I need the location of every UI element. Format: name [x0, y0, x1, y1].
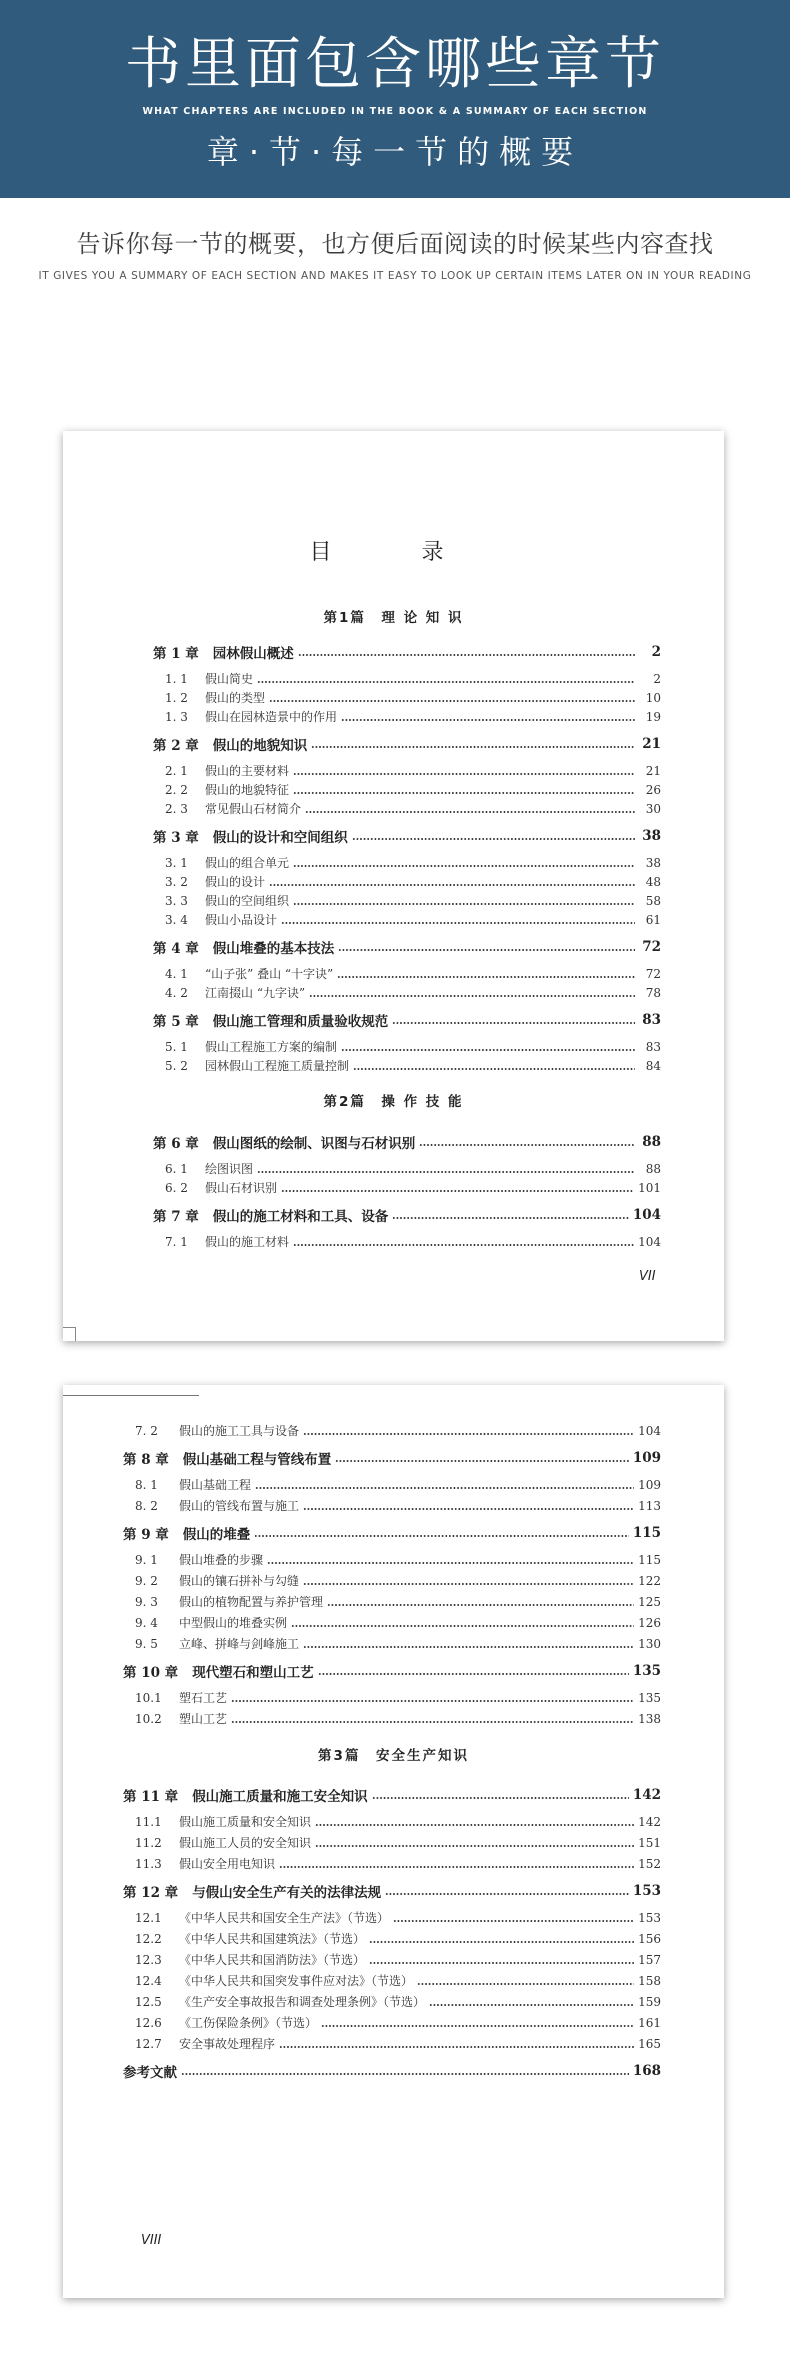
- part-heading: 第1篇 理 论 知 识: [323, 610, 464, 626]
- entry-number: 6. 2: [165, 1180, 188, 1195]
- dot-leader: [429, 2004, 634, 2006]
- entry-title: 假山的设计和空间组织: [212, 829, 348, 846]
- toc-chapter-row[interactable]: [63, 1874, 724, 1907]
- toc-page-1: [63, 431, 724, 1341]
- dot-leader: [257, 1171, 635, 1173]
- dot-leader: [338, 949, 635, 951]
- entry-number: 7. 2: [135, 1423, 158, 1438]
- dot-leader: [341, 719, 635, 721]
- toc-section-row[interactable]: [63, 1232, 724, 1251]
- entry-title: 假山的类型: [205, 691, 266, 705]
- toc-section-row[interactable]: [63, 1037, 724, 1056]
- entry-title: 假山图纸的绘制、识图与石材识别: [212, 1135, 416, 1152]
- entry-page: 109: [632, 1449, 661, 1466]
- entry-title: 假山的植物配置与养护管理: [179, 1595, 324, 1609]
- toc-list: [63, 1420, 724, 2087]
- entry-title: 假山的空间组织: [205, 894, 290, 908]
- entry-page: 165: [638, 2036, 661, 2051]
- dot-leader: [327, 1604, 634, 1606]
- toc-section-row[interactable]: [63, 2012, 724, 2033]
- dot-leader: [419, 1144, 635, 1146]
- entry-number: 第 7 章: [153, 1208, 199, 1225]
- entry-number: 4. 1: [165, 966, 188, 981]
- toc-section-row[interactable]: [63, 1591, 724, 1612]
- toc-chapter-row[interactable]: [63, 1441, 724, 1474]
- entry-page: 126: [638, 1615, 661, 1630]
- toc-section-row[interactable]: [63, 910, 724, 929]
- entry-title: 假山施工质量和安全知识: [179, 1815, 312, 1829]
- entry-page: 153: [632, 1882, 661, 1899]
- dot-leader: [303, 1583, 634, 1585]
- toc-section-row[interactable]: [63, 707, 724, 726]
- entry-number: 3. 4: [165, 912, 188, 927]
- dot-leader: [315, 1845, 634, 1847]
- entry-page: 26: [645, 782, 661, 797]
- banner-title: 书里面包含哪些章节: [125, 32, 665, 97]
- entry-number: 6. 1: [165, 1161, 188, 1176]
- dot-leader: [393, 1920, 634, 1922]
- entry-number: 2. 1: [165, 763, 188, 778]
- entry-number: 9. 1: [135, 1552, 158, 1567]
- dot-leader: [309, 995, 635, 997]
- entry-page: 125: [638, 1594, 661, 1609]
- entry-title: 假山施工管理和质量验收规范: [212, 1013, 389, 1030]
- entry-page: 130: [638, 1636, 661, 1651]
- entry-number: 第 9 章: [123, 1526, 169, 1543]
- entry-page: 109: [638, 1477, 661, 1492]
- dot-leader: [303, 1646, 634, 1648]
- entry-title: 假山小品设计: [205, 913, 278, 927]
- dot-leader: [255, 1487, 634, 1489]
- dot-leader: [281, 922, 635, 924]
- entry-number: 7. 1: [165, 1234, 188, 1249]
- entry-title: 假山的堆叠: [182, 1526, 251, 1543]
- toc-section-row[interactable]: [63, 1549, 724, 1570]
- entry-number: 第 4 章: [153, 940, 199, 957]
- dot-leader: [293, 1244, 634, 1246]
- dot-leader: [372, 1797, 629, 1799]
- entry-title: 假山的组合单元: [205, 856, 290, 870]
- entry-number: 3. 1: [165, 855, 188, 870]
- entry-title: 假山的管线布置与施工: [179, 1499, 300, 1513]
- entry-page: 158: [638, 1973, 661, 1988]
- entry-number: 1. 2: [165, 690, 188, 705]
- entry-title: 假山石材识别: [205, 1181, 278, 1195]
- dot-leader: [315, 1824, 634, 1826]
- entry-page: 157: [638, 1952, 661, 1967]
- entry-title: 安全事故处理程序: [179, 2037, 276, 2051]
- toc-section-row[interactable]: [63, 853, 724, 872]
- dot-leader: [305, 811, 635, 813]
- entry-number: 第 2 章: [153, 737, 199, 754]
- dot-leader: [279, 2046, 634, 2048]
- entry-page: 122: [638, 1573, 661, 1588]
- entry-title: 中型假山的堆叠实例: [179, 1616, 288, 1630]
- entry-title: 常见假山石材简介: [205, 802, 302, 816]
- entry-page: 61: [645, 912, 661, 927]
- dot-leader: [267, 1562, 634, 1564]
- entry-number: 第 3 章: [153, 829, 199, 846]
- toc-section-row[interactable]: [63, 1495, 724, 1516]
- entry-page: 142: [638, 1814, 661, 1829]
- toc-section-row[interactable]: [63, 1991, 724, 2012]
- entry-title: 假山堆叠的基本技法: [212, 940, 335, 957]
- toc-chapter-row[interactable]: [63, 929, 724, 964]
- toc-section-row[interactable]: [63, 799, 724, 818]
- entry-title: 假山在园林造景中的作用: [205, 710, 338, 724]
- entry-number: 9. 2: [135, 1573, 158, 1588]
- entry-page: 153: [638, 1910, 661, 1925]
- toc-chapter-row[interactable]: [63, 1002, 724, 1037]
- entry-number: 1. 3: [165, 709, 188, 724]
- entry-title: 江南掇山 “九字诀”: [205, 986, 306, 1000]
- toc-section-row[interactable]: [63, 780, 724, 799]
- entry-number: 第 1 章: [153, 645, 199, 662]
- toc-section-row[interactable]: [63, 1832, 724, 1853]
- entry-title: 假山简史: [205, 672, 254, 686]
- entry-page: 142: [632, 1786, 661, 1803]
- entry-page: 72: [645, 966, 661, 981]
- entry-number: 12.4: [135, 1973, 162, 1988]
- entry-page: 113: [638, 1498, 661, 1513]
- entry-page: 115: [632, 1524, 661, 1541]
- dot-leader: [231, 1721, 634, 1723]
- entry-number: 第 10 章: [123, 1664, 179, 1681]
- entry-title: 假山的主要材料: [205, 764, 290, 778]
- entry-number: 12.7: [135, 2036, 162, 2051]
- entry-page: 38: [642, 827, 661, 844]
- dot-leader: [291, 1625, 634, 1627]
- header-banner: [0, 0, 790, 198]
- entry-number: 第 8 章: [123, 1451, 169, 1468]
- toc-section-row[interactable]: [63, 1949, 724, 1970]
- entry-title: 绘图识图: [205, 1162, 254, 1176]
- toc-chapter-row[interactable]: [63, 2054, 724, 2087]
- dot-leader: [337, 976, 635, 978]
- entry-number: 12.6: [135, 2015, 162, 2030]
- entry-title: 假山的镶石拼补与勾缝: [179, 1574, 300, 1588]
- entry-title: 《中华人民共和国突发事件应对法》（节选）: [179, 1974, 414, 1988]
- dot-leader: [293, 792, 635, 794]
- entry-title: 《生产安全事故报告和调查处理条例》（节选）: [179, 1995, 426, 2009]
- toc-section-row[interactable]: [63, 964, 724, 983]
- toc-section-row[interactable]: [63, 1159, 724, 1178]
- dot-leader: [417, 1983, 634, 1985]
- banner-subtitle-en: WHAT CHAPTERS ARE INCLUDED IN THE BOOK & A SUMMARY OF EACH SECTION: [142, 106, 648, 117]
- entry-title: 立峰、拼峰与剑峰施工: [179, 1637, 300, 1651]
- entry-title: 假山的施工材料和工具、设备: [212, 1208, 389, 1225]
- entry-number: 2. 3: [165, 801, 188, 816]
- entry-number: 3. 2: [165, 874, 188, 889]
- running-header-line: [63, 1395, 199, 1396]
- toc-section-row[interactable]: [63, 891, 724, 910]
- entry-page: 30: [645, 801, 661, 816]
- toc-section-row[interactable]: [63, 1420, 724, 1441]
- crop-mark: [75, 1327, 76, 1341]
- entry-number: 12.5: [135, 1994, 162, 2009]
- page-folio: VIII: [141, 2233, 162, 2248]
- entry-page: 135: [638, 1690, 661, 1705]
- entry-title: 假山堆叠的步骤: [179, 1553, 264, 1567]
- toc-chapter-row[interactable]: [63, 1516, 724, 1549]
- entry-number: 5. 2: [165, 1058, 188, 1073]
- toc-chapter-row[interactable]: [63, 634, 724, 669]
- entry-number: 3. 3: [165, 893, 188, 908]
- entry-title: 现代塑石和塑山工艺: [192, 1664, 314, 1681]
- entry-title: 《中华人民共和国消防法》（节选）: [179, 1953, 366, 1967]
- dot-leader: [293, 903, 635, 905]
- toc-section-row[interactable]: [63, 1687, 724, 1708]
- dot-leader: [392, 1217, 629, 1219]
- dot-leader: [341, 1049, 635, 1051]
- entry-title: 假山的地貌特征: [205, 783, 290, 797]
- entry-page: 104: [638, 1234, 661, 1249]
- entry-title: 假山的施工工具与设备: [179, 1424, 300, 1438]
- dot-leader: [181, 2073, 629, 2075]
- entry-title: 与假山安全生产有关的法律法规: [192, 1884, 382, 1901]
- entry-title: 塑石工艺: [179, 1691, 228, 1705]
- entry-title: 园林假山概述: [212, 645, 294, 662]
- entry-number: 第 5 章: [153, 1013, 199, 1030]
- toc-section-row[interactable]: [63, 1853, 724, 1874]
- toc-section-row[interactable]: [63, 669, 724, 688]
- entry-title: 假山施工质量和施工安全知识: [192, 1788, 368, 1805]
- entry-number: 第 11 章: [123, 1788, 179, 1805]
- entry-number: 11.2: [135, 1835, 162, 1850]
- toc-section-row[interactable]: [63, 1811, 724, 1832]
- entry-title: 假山基础工程与管线布置: [182, 1451, 332, 1468]
- entry-page: 104: [632, 1206, 661, 1223]
- toc-section-row[interactable]: [63, 1178, 724, 1197]
- dot-leader: [321, 2025, 634, 2027]
- entry-page: 138: [638, 1711, 661, 1726]
- entry-page: 2: [651, 643, 661, 660]
- entry-page: 78: [645, 985, 661, 1000]
- entry-number: 10.2: [135, 1711, 162, 1726]
- entry-title: 假山工程施工方案的编制: [205, 1040, 338, 1054]
- dot-leader: [369, 1962, 634, 1964]
- dot-leader: [303, 1433, 634, 1435]
- entry-number: 第 6 章: [153, 1135, 199, 1152]
- entry-page: 161: [638, 2015, 661, 2030]
- toc-section-row[interactable]: [63, 983, 724, 1002]
- entry-number: 9. 3: [135, 1594, 158, 1609]
- page-folio: VII: [639, 1269, 656, 1284]
- entry-title: 《工伤保险条例》（节选）: [179, 2016, 318, 2030]
- toc-section-row[interactable]: [63, 1928, 724, 1949]
- toc-section-row[interactable]: [63, 1570, 724, 1591]
- toc-section-row[interactable]: [63, 1633, 724, 1654]
- entry-number: 9. 5: [135, 1636, 158, 1651]
- toc-title: 目 录: [309, 540, 478, 565]
- entry-title: 园林假山工程施工质量控制: [205, 1059, 350, 1073]
- toc-section-row[interactable]: [63, 1708, 724, 1729]
- entry-number: 9. 4: [135, 1615, 158, 1630]
- toc-section-row[interactable]: [63, 1907, 724, 1928]
- dot-leader: [298, 654, 635, 656]
- entry-number: 11.3: [135, 1856, 162, 1871]
- entry-number: 1. 1: [165, 671, 188, 686]
- entry-number: 第 12 章: [123, 1884, 179, 1901]
- dot-leader: [303, 1508, 634, 1510]
- entry-title: 塑山工艺: [179, 1712, 228, 1726]
- entry-page: 168: [632, 2062, 661, 2079]
- toc-list: [63, 538, 724, 1251]
- toc-section-row[interactable]: [63, 1474, 724, 1495]
- entry-title: 假山施工人员的安全知识: [179, 1836, 312, 1850]
- dot-leader: [385, 1893, 629, 1895]
- entry-title: 《中华人民共和国建筑法》（节选）: [179, 1932, 366, 1946]
- toc-section-row[interactable]: [63, 1970, 724, 1991]
- toc-section-row[interactable]: [63, 1612, 724, 1633]
- dot-leader: [352, 838, 635, 840]
- toc-page-2: [63, 1385, 724, 2298]
- entry-page: 2: [653, 671, 661, 686]
- entry-title: 假山的设计: [205, 875, 266, 889]
- dot-leader: [254, 1535, 629, 1537]
- entry-page: 84: [645, 1058, 661, 1073]
- entry-title: 假山的施工材料: [205, 1235, 290, 1249]
- entry-page: 48: [645, 874, 661, 889]
- entry-title: 假山安全用电知识: [179, 1857, 276, 1871]
- dot-leader: [279, 1866, 634, 1868]
- part-heading: 第2篇 操 作 技 能: [323, 1093, 464, 1110]
- dot-leader: [293, 865, 635, 867]
- entry-number: 8. 1: [135, 1477, 158, 1492]
- entry-page: 19: [645, 709, 661, 724]
- dot-leader: [231, 1700, 634, 1702]
- entry-page: 21: [645, 763, 661, 778]
- toc-chapter-row[interactable]: [63, 1124, 724, 1159]
- entry-page: 135: [632, 1662, 661, 1679]
- entry-page: 156: [638, 1931, 661, 1946]
- entry-number: 12.2: [135, 1931, 162, 1946]
- toc-section-row[interactable]: [63, 872, 724, 891]
- entry-page: 58: [645, 893, 661, 908]
- entry-page: 10: [645, 690, 661, 705]
- toc-section-row[interactable]: [63, 2033, 724, 2054]
- entry-number: 5. 1: [165, 1039, 188, 1054]
- entry-title: 参考文献: [123, 2064, 177, 2081]
- entry-page: 152: [638, 1856, 661, 1871]
- entry-number: 10.1: [135, 1690, 162, 1705]
- dot-leader: [353, 1068, 635, 1070]
- entry-page: 88: [642, 1133, 661, 1150]
- toc-section-row[interactable]: [63, 1056, 724, 1075]
- toc-section-row[interactable]: [63, 761, 724, 780]
- entry-page: 72: [642, 938, 661, 955]
- entry-title: “山子张” 叠山 “十字诀”: [205, 967, 334, 981]
- dot-leader: [369, 1941, 634, 1943]
- dot-leader: [392, 1022, 635, 1024]
- entry-number: 2. 2: [165, 782, 188, 797]
- entry-number: 12.3: [135, 1952, 162, 1967]
- dot-leader: [257, 681, 635, 683]
- entry-page: 88: [645, 1161, 661, 1176]
- toc-chapter-row[interactable]: [63, 818, 724, 853]
- entry-page: 83: [642, 1011, 661, 1028]
- entry-number: 12.1: [135, 1910, 162, 1925]
- toc-chapter-row[interactable]: [63, 1778, 724, 1811]
- crop-mark: [63, 1327, 75, 1328]
- part-heading: 第3篇 安全生产知识: [318, 1747, 469, 1764]
- entry-number: 11.1: [135, 1814, 162, 1829]
- entry-title: 《中华人民共和国安全生产法》（节选）: [179, 1911, 390, 1925]
- dot-leader: [318, 1673, 629, 1675]
- entry-page: 115: [638, 1552, 661, 1567]
- entry-page: 101: [638, 1180, 661, 1195]
- toc-chapter-row[interactable]: [63, 1654, 724, 1687]
- dot-leader: [335, 1460, 629, 1462]
- banner-subtitle: 章·节·每一节的概要: [206, 133, 584, 171]
- dot-leader: [269, 700, 635, 702]
- entry-number: 4. 2: [165, 985, 188, 1000]
- intro-text-en: IT GIVES YOU A SUMMARY OF EACH SECTION AND MAKES IT EASY TO LOOK UP CERTAIN ITEMS LATER ON IN YOUR READING: [38, 270, 752, 282]
- dot-leader: [269, 884, 635, 886]
- dot-leader: [293, 773, 635, 775]
- dot-leader: [281, 1190, 634, 1192]
- entry-number: 8. 2: [135, 1498, 158, 1513]
- entry-page: 104: [638, 1423, 661, 1438]
- dot-leader: [311, 746, 635, 748]
- entry-page: 21: [642, 735, 661, 752]
- toc-chapter-row[interactable]: [63, 1197, 724, 1232]
- toc-chapter-row[interactable]: [63, 726, 724, 761]
- entry-page: 38: [645, 855, 661, 870]
- entry-page: 159: [638, 1994, 661, 2009]
- entry-title: 假山的地貌知识: [212, 737, 308, 754]
- entry-page: 151: [638, 1835, 661, 1850]
- toc-section-row[interactable]: [63, 688, 724, 707]
- intro-text: 告诉你每一节的概要，也方便后面阅读的时候某些内容查找: [76, 230, 714, 258]
- entry-page: 83: [645, 1039, 661, 1054]
- entry-title: 假山基础工程: [179, 1478, 252, 1492]
